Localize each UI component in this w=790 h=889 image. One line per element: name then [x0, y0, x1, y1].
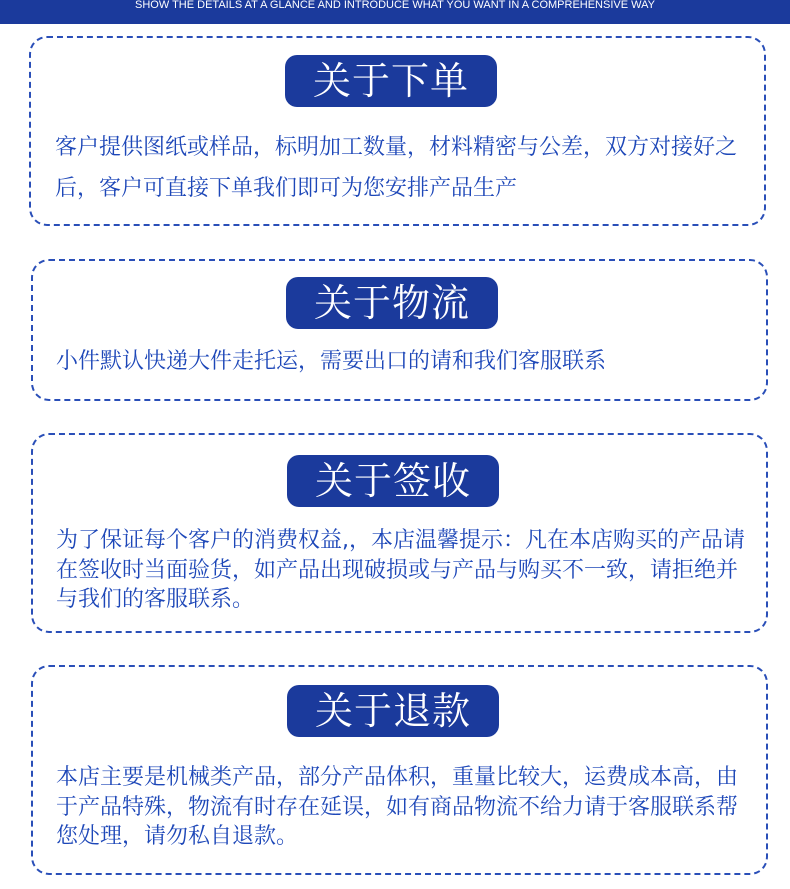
section-shipping-title: 关于物流 — [286, 277, 498, 329]
section-order-title: 关于下单 — [285, 55, 497, 107]
section-receipt-card — [31, 433, 768, 633]
top-banner — [0, 0, 790, 24]
section-refund-card — [31, 665, 768, 875]
section-shipping-card — [31, 259, 768, 401]
section-shipping-body: 小件默认快递大件走托运，需要出口的请和我们客服联系 — [56, 349, 607, 374]
section-order-body: 客户提供图纸或样品，标明加工数量，材料精密与公差，双方对接好之后，客户可直接下单我们即可为您安排产品生产 — [55, 135, 738, 201]
section-receipt-title: 关于签收 — [287, 455, 499, 507]
section-refund-title: 关于退款 — [287, 685, 499, 737]
section-receipt-body: 为了保证每个客户的消费权益,，本店温馨提示：凡在本店购买的产品请在签收时当面验货，如产品出现破损或与产品与购买不一致，请拒绝并与我们的客服联系。 — [56, 528, 745, 612]
section-order-card — [29, 36, 766, 226]
section-refund-body: 本店主要是机械类产品，部分产品体积，重量比较大，运费成本高，由于产品特殊，物流有时存在延误，如有商品物流不给力请于客服联系帮您处理，请勿私自退款。 — [56, 765, 739, 849]
banner-text: SHOW THE DETAILS AT A GLANCE AND INTRODUCE WHAT YOU WANT IN A COMPREHENSIVE WAY — [135, 0, 655, 11]
